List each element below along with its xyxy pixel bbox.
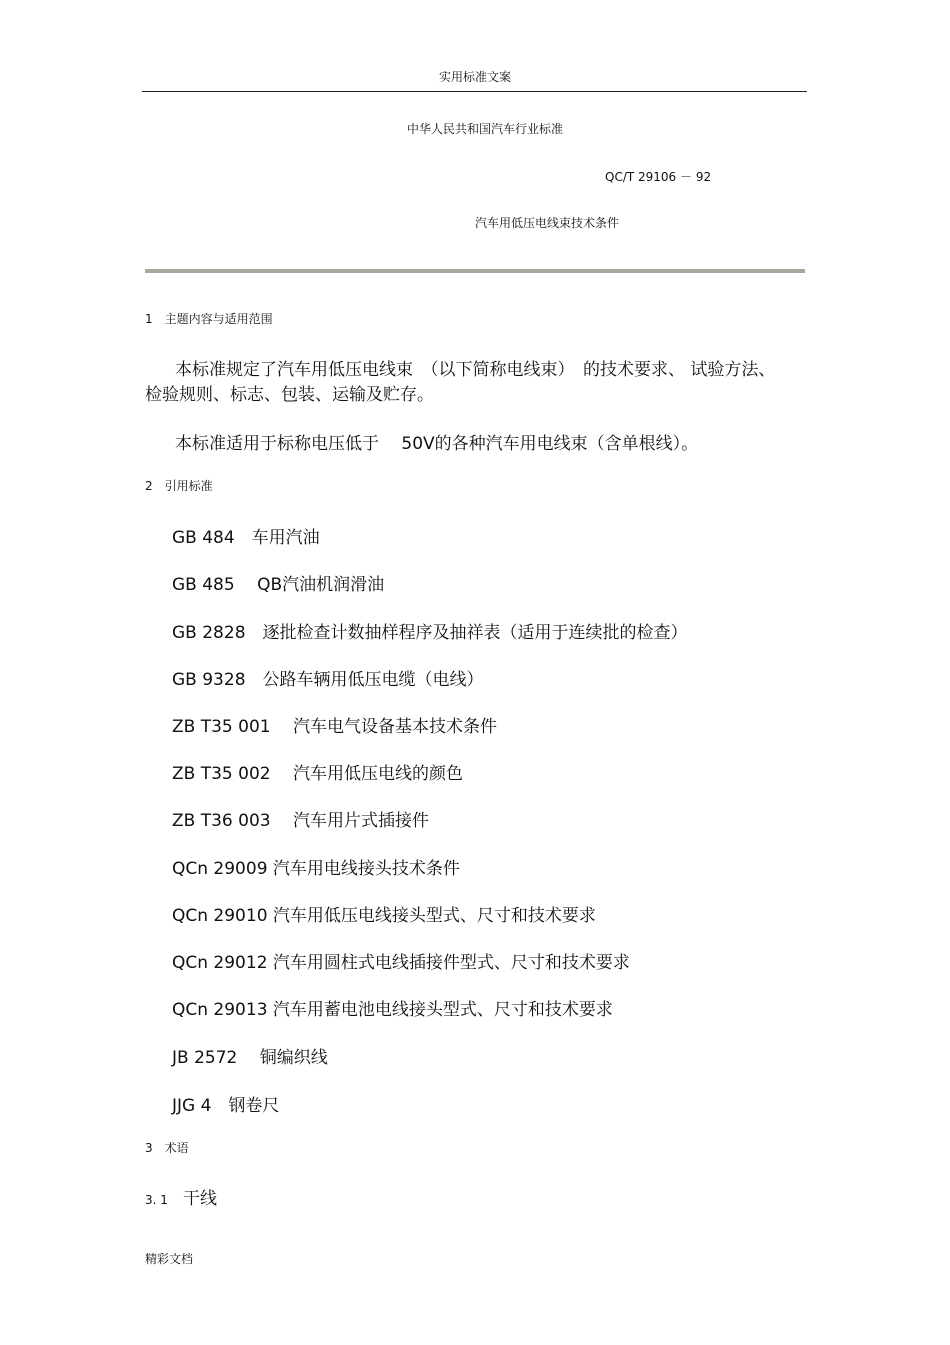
section-1-paragraph-1-line-1: 本标准规定了汽车用低压电线束 （以下简称电线束） 的技术要求、 试验方法、 xyxy=(175,360,776,380)
reference-item: GB 485 QB汽油机润滑油 xyxy=(172,575,385,595)
reference-item: JJG 4 钢卷尺 xyxy=(172,1096,280,1116)
reference-item: QCn 29013 汽车用蓄电池电线接头型式、尺寸和技术要求 xyxy=(172,1000,613,1020)
reference-item: QCn 29010 汽车用低压电线接头型式、尺寸和技术要求 xyxy=(172,906,596,926)
document-title: 汽车用低压电线束技术条件 xyxy=(475,216,620,230)
reference-item: ZB T35 001 汽车电气设备基本技术条件 xyxy=(172,717,497,737)
issuing-authority: 中华人民共和国汽车行业标准 xyxy=(407,122,564,136)
section-3-heading: 3 术语 xyxy=(145,1141,189,1155)
reference-item: ZB T35 002 汽车用低压电线的颜色 xyxy=(172,764,463,784)
subsection-number: 3. 1 xyxy=(145,1193,168,1207)
reference-item: QCn 29009 汽车用电线接头技术条件 xyxy=(172,859,460,879)
running-header: 实用标准文案 xyxy=(438,70,511,84)
title-rule xyxy=(145,269,805,273)
reference-item: GB 2828 逐批检查计数抽样程序及抽祥表（适用于连续批的检查） xyxy=(172,623,688,643)
section-1-heading: 1 主题内容与适用范围 xyxy=(145,312,273,326)
reference-item: JB 2572 铜编织线 xyxy=(172,1048,328,1068)
standard-code: QC/T 29106 － 92 xyxy=(605,170,712,184)
running-footer: 精彩文档 xyxy=(145,1252,194,1266)
section-2-heading: 2 引用标准 xyxy=(145,479,213,493)
reference-item: QCn 29012 汽车用圆柱式电线插接件型式、尺寸和技术要求 xyxy=(172,953,630,973)
header-rule xyxy=(142,91,807,92)
section-1-paragraph-1-line-2: 检验规则、标志、包装、运输及贮存。 xyxy=(145,385,434,405)
reference-item: ZB T36 003 汽车用片式插接件 xyxy=(172,811,429,831)
subsection-title: 干线 xyxy=(183,1189,217,1209)
reference-item: GB 9328 公路车辆用低压电缆（电线） xyxy=(172,670,484,690)
reference-item: GB 484 车用汽油 xyxy=(172,528,320,548)
section-3-1-heading xyxy=(145,1184,217,1209)
section-1-paragraph-2: 本标准适用于标称电压低于 50V的各种汽车用电线束（含单根线）。 xyxy=(175,434,699,454)
